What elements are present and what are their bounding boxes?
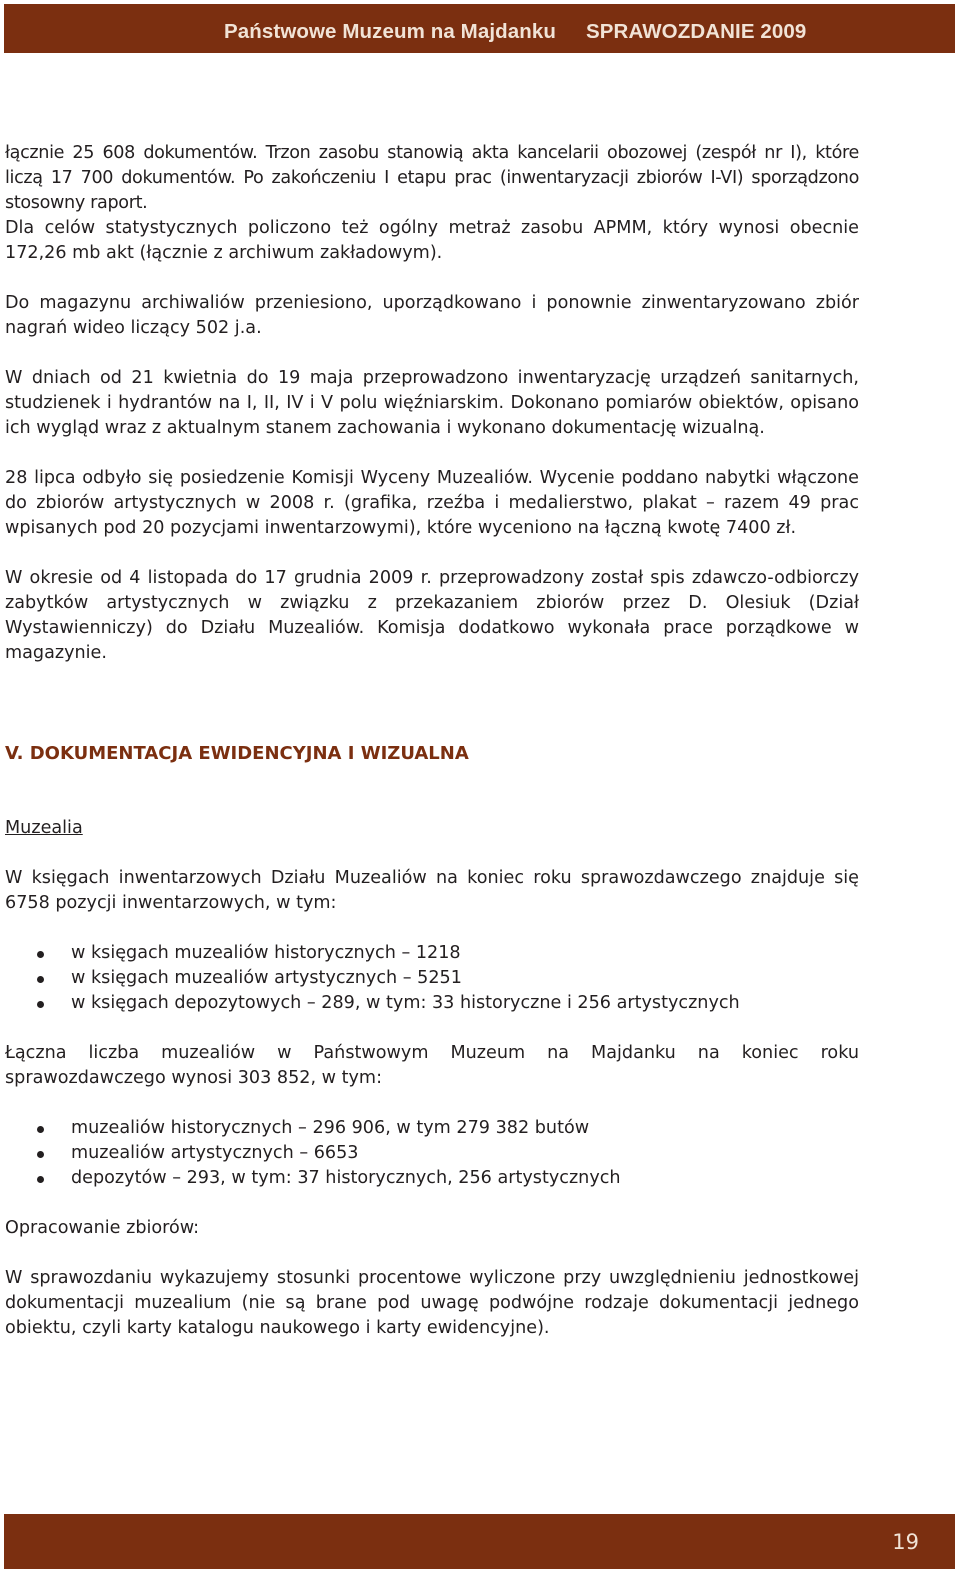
subheading-muzealia: Muzealia: [5, 818, 83, 838]
paragraph-inventory-sanitary: W dniach od 21 kwietnia do 19 maja przeprowadzono inwentaryzację urządzeń sanitarnych, studzienek i hydrantów na I, II, IV i V polu więźniarskim. Dokonano pomiarów obiektów, opisano ich wygląd wraz z aktualnym stanem zachowania i wykonano dokumentację wizualną.: [5, 368, 859, 438]
paragraph-total-museum-items: Łączna liczba muzealiów w Państwowym Muzeum na Majdanku na koniec roku sprawozdawczego wynosi 303 852, w tym:: [5, 1043, 859, 1088]
header-title: [224, 20, 806, 44]
list-inventory-books: [5, 941, 859, 1016]
section-heading: V. DOKUMENTACJA EWIDENCYJNA I WIZUALNA: [5, 743, 469, 764]
page-content: [5, 141, 859, 1366]
header-museum-name: Państwowe Muzeum na Majdanku: [224, 20, 556, 43]
header-bar: [4, 4, 955, 53]
list-item: muzealiów artystycznych – 6653: [5, 1141, 859, 1166]
bullet-icon: [37, 1001, 44, 1008]
bullet-icon: [37, 1126, 44, 1133]
list-item: muzealiów historycznych – 296 906, w tym 279 382 butów: [5, 1116, 859, 1141]
bullet-icon: [37, 951, 44, 958]
paragraph-inventory-books: W księgach inwentarzowych Działu Muzealiów na koniec roku sprawozdawczego znajduje się 6758 pozycji inwentarzowych, w tym:: [5, 868, 859, 913]
header-report-title: SPRAWOZDANIE 2009: [586, 20, 807, 43]
paragraph-archive-count: łącznie 25 608 dokumentów. Trzon zasobu stanowią akta kancelarii obozowej (zespół nr I), które liczą 17 700 dokumentów. Po zakończeniu I etapu prac (inwentaryzacji zbiorów I-VI) sporządzono stosowny raport.: [5, 143, 859, 213]
bullet-icon: [37, 1176, 44, 1183]
list-item: w księgach muzealiów artystycznych – 5251: [5, 966, 859, 991]
bullet-icon: [37, 976, 44, 983]
paragraph-handover-inventory: W okresie od 4 listopada do 17 grudnia 2009 r. przeprowadzony został spis zdawczo-odbiorczy zabytków artystycznych w związku z przekazaniem zbiorów przez D. Olesiuk (Dział Wystawienniczy) do Działu Muzealiów. Komisja dodatkowo wykonała prace porządkowe w magazynie.: [5, 568, 859, 663]
paragraph-archive-meters: Dla celów statystycznych policzono też ogólny metraż zasobu APMM, który wynosi obecnie 172,26 mb akt (łącznie z archiwum zakładowym).: [5, 218, 859, 263]
paragraph-percentage-note: W sprawozdaniu wykazujemy stosunki procentowe wyliczone przy uwzględnieniu jednostkowej dokumentacji muzealium (nie są brane pod uwagę podwójne rodzaje dokumentacji jednego obiektu, czyli karty katalogu naukowego i karty ewidencyjne).: [5, 1268, 859, 1338]
list-item: depozytów – 293, w tym: 37 historycznych, 256 artystycznych: [5, 1166, 859, 1191]
page-number: 19: [892, 1530, 919, 1554]
paragraph-collection-processing-label: Opracowanie zbiorów:: [5, 1218, 200, 1238]
list-total-items: [5, 1116, 859, 1191]
bullet-icon: [37, 1151, 44, 1158]
footer-bar: [4, 1514, 955, 1569]
paragraph-video-collection: Do magazynu archiwaliów przeniesiono, uporządkowano i ponownie zinwentaryzowano zbiór nagrań wideo liczący 502 j.a.: [5, 293, 859, 338]
list-item: w księgach depozytowych – 289, w tym: 33 historyczne i 256 artystycznych: [5, 991, 859, 1016]
list-item: w księgach muzealiów historycznych – 1218: [5, 941, 859, 966]
paragraph-valuation-commission: 28 lipca odbyło się posiedzenie Komisji Wyceny Muzealiów. Wycenie poddano nabytki włączone do zbiorów artystycznych w 2008 r. (grafika, rzeźba i medalierstwo, plakat – razem 49 prac wpisanych pod 20 pozycjami inwentarzowymi), które wyceniono na łączną kwotę 7400 zł.: [5, 468, 859, 538]
